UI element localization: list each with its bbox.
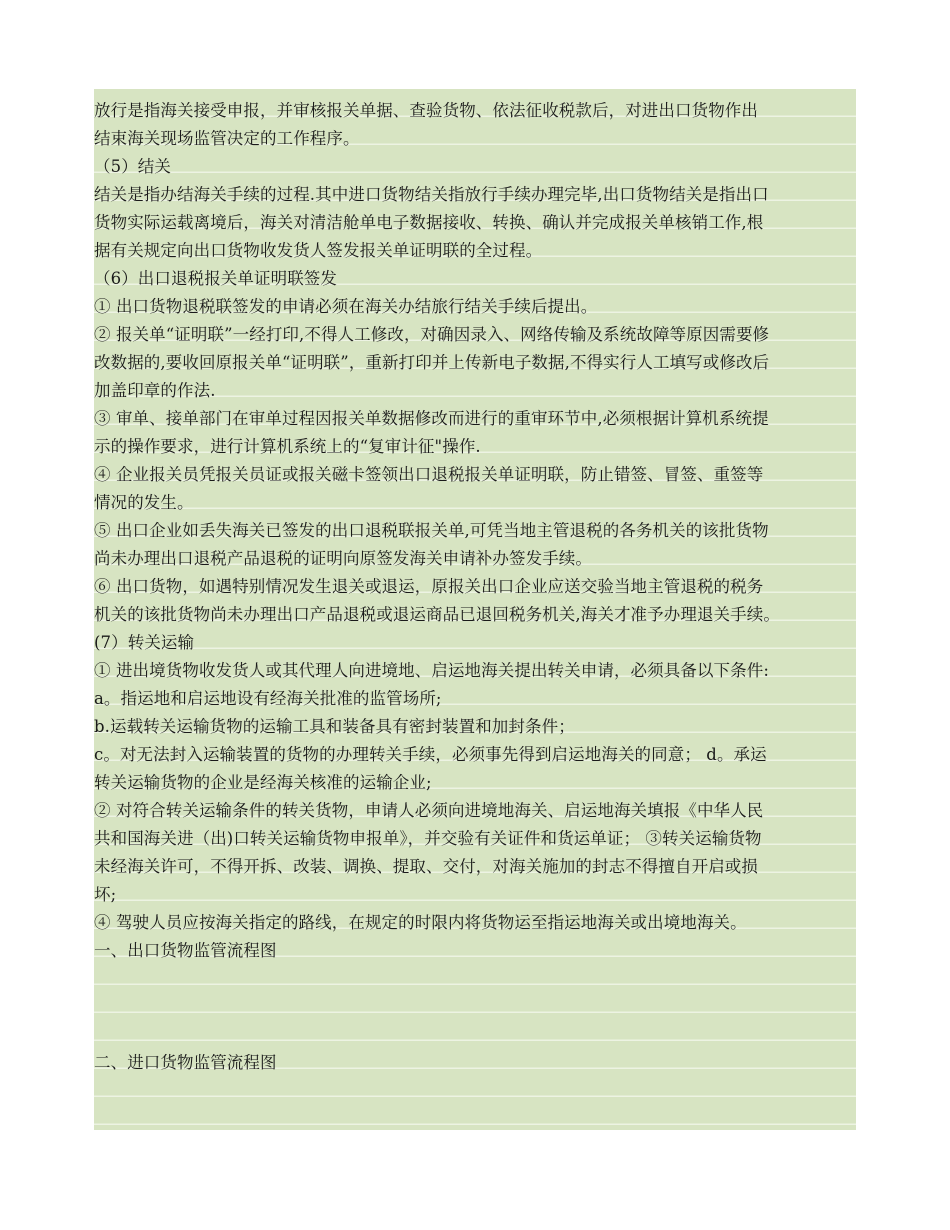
- paragraph-line: 结束海关现场监管决定的工作程序。: [94, 129, 360, 148]
- paragraph-line: 未经海关许可，不得开拆、改装、调换、提取、交付，对海关施加的封志不得擅自开启或损: [94, 857, 758, 876]
- paragraph-line: 加盖印章的作法.: [94, 381, 216, 400]
- paragraph-line: 转关运输货物的企业是经海关核准的运输企业;: [94, 773, 432, 792]
- paragraph-line: 改数据的,要收回原报关单“证明联”，重新打印并上传新电子数据,不得实行人工填写或修改后: [94, 353, 770, 372]
- list-item: ③ 审单、接单部门在审单过程因报关单数据修改而进行的重审环节中,必须根据计算机系统提: [94, 409, 769, 428]
- document-body: [94, 97, 856, 1077]
- paragraph-line: 据有关规定向出口货物收发货人签发报关单证明联的全过程。: [94, 241, 543, 260]
- section-heading: 一、出口货物监管流程图: [94, 941, 277, 960]
- paragraph-line: 示的操作要求，进行计算机系统上的“复审计征"操作.: [94, 437, 481, 456]
- paragraph-line: 共和国海关进（出)口转关运输货物申报单》，并交验有关证件和货运单证； ③转关运输货物: [94, 829, 762, 848]
- paragraph-line: 货物实际运载离境后，海关对清洁舱单电子数据接收、转换、确认并完成报关单核销工作,根: [94, 213, 764, 232]
- list-item: c。对无法封入运输装置的货物的办理转关手续，必须事先得到启运地海关的同意； d。承运: [94, 745, 767, 764]
- section-heading: (7）转关运输: [94, 633, 195, 652]
- list-item: ① 出口货物退税联签发的申请必须在海关办结旅行结关手续后提出。: [94, 297, 598, 316]
- paragraph-line: 结关是指办结海关手续的过程.其中进口货物结关指放行手续办理完毕,出口货物结关是指出口: [94, 185, 769, 204]
- paragraph-line: 尚未办理出口退税产品退税的证明向原签发海关申请补办签发手续。: [94, 549, 592, 568]
- blank-line: [94, 965, 856, 993]
- section-heading: （5）结关: [94, 157, 171, 176]
- section-heading: （6）出口退税报关单证明联签发: [94, 269, 337, 288]
- document-page: [94, 89, 856, 1130]
- list-item: ④ 驾驶人员应按海关指定的路线，在规定的时限内将货物运至指运地海关或出境地海关。: [94, 913, 747, 932]
- list-item: ④ 企业报关员凭报关员证或报关磁卡签领出口退税报关单证明联，防止错签、冒签、重签等: [94, 465, 764, 484]
- paragraph-line: 坏;: [94, 885, 117, 904]
- list-item: ① 进出境货物收发货人或其代理人向进境地、启运地海关提出转关申请，必须具备以下条件:: [94, 661, 770, 680]
- list-item: ② 报关单“证明联”一经打印,不得人工修改，对确因录入、网络传输及系统故障等原因需要修: [94, 325, 770, 344]
- blank-line: [94, 1021, 856, 1049]
- paragraph-line: 放行是指海关接受申报，并审核报关单据、查验货物、依法征收税款后，对进出口货物作出: [94, 101, 758, 120]
- section-heading: 二、进口货物监管流程图: [94, 1053, 277, 1072]
- list-item: a。指运地和启运地设有经海关批准的监管场所;: [94, 689, 442, 708]
- list-item: b.运载转关运输货物的运输工具和装备具有密封装置和加封条件；: [94, 717, 575, 736]
- list-item: ② 对符合转关运输条件的转关货物，申请人必须向进境地海关、启运地海关填报《中华人民: [94, 801, 764, 820]
- paragraph-line: 机关的该批货物尚未办理出口产品退税或退运商品已退回税务机关,海关才准予办理退关手续。: [94, 605, 780, 624]
- list-item: ⑥ 出口货物，如遇特别情况发生退关或退运，原报关出口企业应送交验当地主管退税的税务: [94, 577, 764, 596]
- list-item: ⑤ 出口企业如丢失海关已签发的出口退税联报关单,可凭当地主管退税的各务机关的该批货物: [94, 521, 769, 540]
- paragraph-line: 情况的发生。: [94, 493, 194, 512]
- blank-line: [94, 993, 856, 1021]
